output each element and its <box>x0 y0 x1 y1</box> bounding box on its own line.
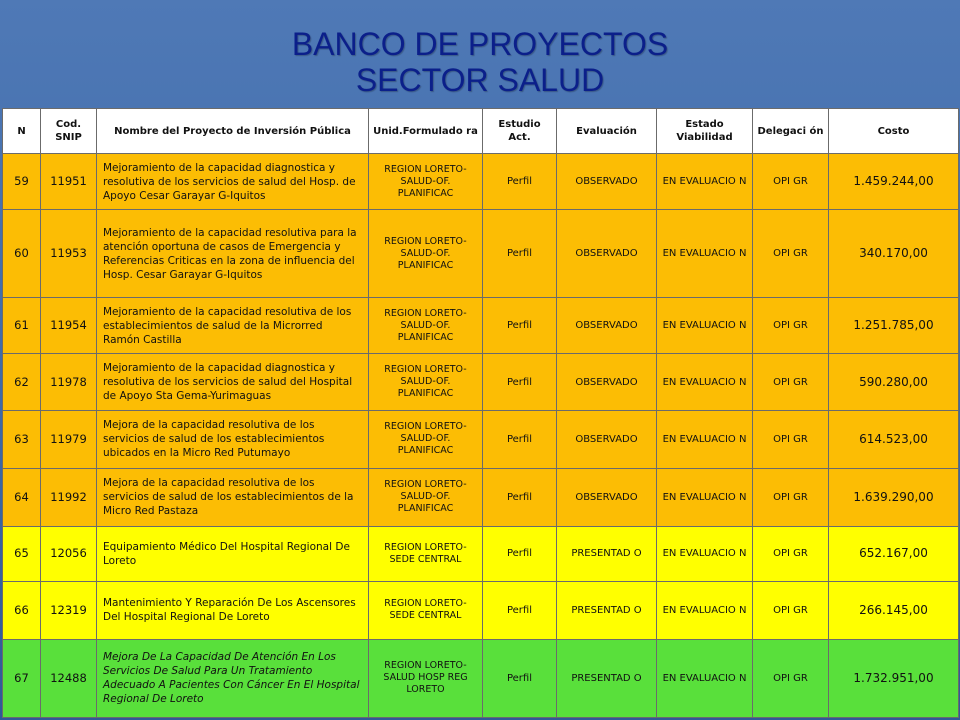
cell-name: Mejora de la capacidad resolutiva de los servicios de salud de los establecimientos ubicados en la Micro Red Putumayo <box>97 411 369 468</box>
cell-unid: REGION LORETO-SALUD-OF. PLANIFICAC <box>369 411 483 468</box>
header-estudio: Estudio Act. <box>483 109 557 154</box>
projects-table <box>2 108 959 718</box>
header-delegacion: Delegaci ón <box>753 109 829 154</box>
cell-delegacion: OPI GR <box>753 154 829 210</box>
cell-snip: 11978 <box>41 354 97 411</box>
cell-evaluacion: PRESENTAD O <box>557 639 657 717</box>
cell-n: 60 <box>3 210 41 298</box>
cell-unid: REGION LORETO-SEDE CENTRAL <box>369 526 483 581</box>
cell-costo: 652.167,00 <box>829 526 959 581</box>
cell-costo: 1.639.290,00 <box>829 468 959 526</box>
table-row <box>3 154 959 210</box>
cell-name: Mejoramiento de la capacidad diagnostica y resolutiva de los servicios de salud del Hospital de Apoyo Sta Gema-Yurimaguas <box>97 354 369 411</box>
title-line-2: SECTOR SALUD <box>355 62 605 98</box>
cell-name: Mejora De La Capacidad De Atención En Los Servicios De Salud Para Un Tratamiento Adecuado A Pacientes Con Cáncer En El Hospital Regional De Loreto <box>97 639 369 717</box>
slide-title <box>0 26 960 98</box>
title-line-1: BANCO DE PROYECTOS <box>291 26 669 62</box>
cell-n: 62 <box>3 354 41 411</box>
cell-snip: 11953 <box>41 210 97 298</box>
cell-delegacion: OPI GR <box>753 581 829 639</box>
cell-estado: EN EVALUACIO N <box>657 210 753 298</box>
header-estado: Estado Viabilidad <box>657 109 753 154</box>
cell-unid: REGION LORETO-SALUD-OF. PLANIFICAC <box>369 154 483 210</box>
table-row <box>3 210 959 298</box>
table-row <box>3 298 959 354</box>
header-evaluacion: Evaluación <box>557 109 657 154</box>
cell-unid: REGION LORETO-SALUD-OF. PLANIFICAC <box>369 468 483 526</box>
cell-evaluacion: PRESENTAD O <box>557 581 657 639</box>
cell-snip: 11992 <box>41 468 97 526</box>
cell-costo: 266.145,00 <box>829 581 959 639</box>
cell-name: Mejora de la capacidad resolutiva de los servicios de salud de los establecimientos de la Micro Red Pastaza <box>97 468 369 526</box>
cell-estudio: Perfil <box>483 639 557 717</box>
cell-snip: 11979 <box>41 411 97 468</box>
cell-snip: 12319 <box>41 581 97 639</box>
cell-estudio: Perfil <box>483 210 557 298</box>
cell-estudio: Perfil <box>483 526 557 581</box>
cell-delegacion: OPI GR <box>753 298 829 354</box>
cell-unid: REGION LORETO-SALUD-OF. PLANIFICAC <box>369 210 483 298</box>
cell-estado: EN EVALUACIO N <box>657 468 753 526</box>
cell-name: Mejoramiento de la capacidad resolutiva de los establecimientos de salud de la Microrred Ramón Castilla <box>97 298 369 354</box>
table-row <box>3 468 959 526</box>
cell-evaluacion: OBSERVADO <box>557 154 657 210</box>
cell-evaluacion: OBSERVADO <box>557 210 657 298</box>
cell-evaluacion: OBSERVADO <box>557 354 657 411</box>
cell-costo: 614.523,00 <box>829 411 959 468</box>
cell-delegacion: OPI GR <box>753 639 829 717</box>
header-n: N <box>3 109 41 154</box>
cell-costo: 1.459.244,00 <box>829 154 959 210</box>
cell-costo: 590.280,00 <box>829 354 959 411</box>
cell-delegacion: OPI GR <box>753 210 829 298</box>
cell-estado: EN EVALUACIO N <box>657 411 753 468</box>
cell-n: 66 <box>3 581 41 639</box>
cell-estado: EN EVALUACIO N <box>657 639 753 717</box>
table-row <box>3 526 959 581</box>
cell-costo: 1.732.951,00 <box>829 639 959 717</box>
table-row <box>3 354 959 411</box>
cell-snip: 11951 <box>41 154 97 210</box>
cell-n: 64 <box>3 468 41 526</box>
cell-estado: EN EVALUACIO N <box>657 354 753 411</box>
cell-unid: REGION LORETO-SEDE CENTRAL <box>369 581 483 639</box>
cell-evaluacion: OBSERVADO <box>557 411 657 468</box>
cell-estado: EN EVALUACIO N <box>657 298 753 354</box>
table-header-row <box>3 109 959 154</box>
cell-n: 67 <box>3 639 41 717</box>
cell-evaluacion: OBSERVADO <box>557 298 657 354</box>
cell-unid: REGION LORETO-SALUD-OF. PLANIFICAC <box>369 354 483 411</box>
header-unid: Unid.Formulado ra <box>369 109 483 154</box>
cell-unid: REGION LORETO-SALUD-OF. PLANIFICAC <box>369 298 483 354</box>
cell-estado: EN EVALUACIO N <box>657 526 753 581</box>
cell-estado: EN EVALUACIO N <box>657 581 753 639</box>
cell-name: Mejoramiento de la capacidad resolutiva para la atención oportuna de casos de Emergencia y Referencias Criticas en la zona de influencia del Hosp. Cesar Garayar G-Iquitos <box>97 210 369 298</box>
cell-delegacion: OPI GR <box>753 354 829 411</box>
cell-estudio: Perfil <box>483 298 557 354</box>
cell-estudio: Perfil <box>483 154 557 210</box>
cell-n: 65 <box>3 526 41 581</box>
header-snip: Cod. SNIP <box>41 109 97 154</box>
cell-snip: 12488 <box>41 639 97 717</box>
cell-name: Mantenimiento Y Reparación De Los Ascensores Del Hospital Regional De Loreto <box>97 581 369 639</box>
header-name: Nombre del Proyecto de Inversión Pública <box>97 109 369 154</box>
table-row <box>3 639 959 717</box>
cell-name: Mejoramiento de la capacidad diagnostica y resolutiva de los servicios de salud del Hosp. de Apoyo Cesar Garayar G-Iquitos <box>97 154 369 210</box>
cell-evaluacion: OBSERVADO <box>557 468 657 526</box>
cell-snip: 12056 <box>41 526 97 581</box>
cell-delegacion: OPI GR <box>753 526 829 581</box>
cell-estudio: Perfil <box>483 411 557 468</box>
cell-evaluacion: PRESENTAD O <box>557 526 657 581</box>
cell-delegacion: OPI GR <box>753 468 829 526</box>
table-row <box>3 411 959 468</box>
cell-estado: EN EVALUACIO N <box>657 154 753 210</box>
cell-snip: 11954 <box>41 298 97 354</box>
cell-n: 63 <box>3 411 41 468</box>
header-costo: Costo <box>829 109 959 154</box>
cell-delegacion: OPI GR <box>753 411 829 468</box>
table-row <box>3 581 959 639</box>
cell-name: Equipamiento Médico Del Hospital Regional De Loreto <box>97 526 369 581</box>
cell-estudio: Perfil <box>483 468 557 526</box>
cell-estudio: Perfil <box>483 581 557 639</box>
cell-costo: 1.251.785,00 <box>829 298 959 354</box>
cell-n: 59 <box>3 154 41 210</box>
cell-n: 61 <box>3 298 41 354</box>
cell-costo: 340.170,00 <box>829 210 959 298</box>
cell-estudio: Perfil <box>483 354 557 411</box>
cell-unid: REGION LORETO-SALUD HOSP REG LORETO <box>369 639 483 717</box>
